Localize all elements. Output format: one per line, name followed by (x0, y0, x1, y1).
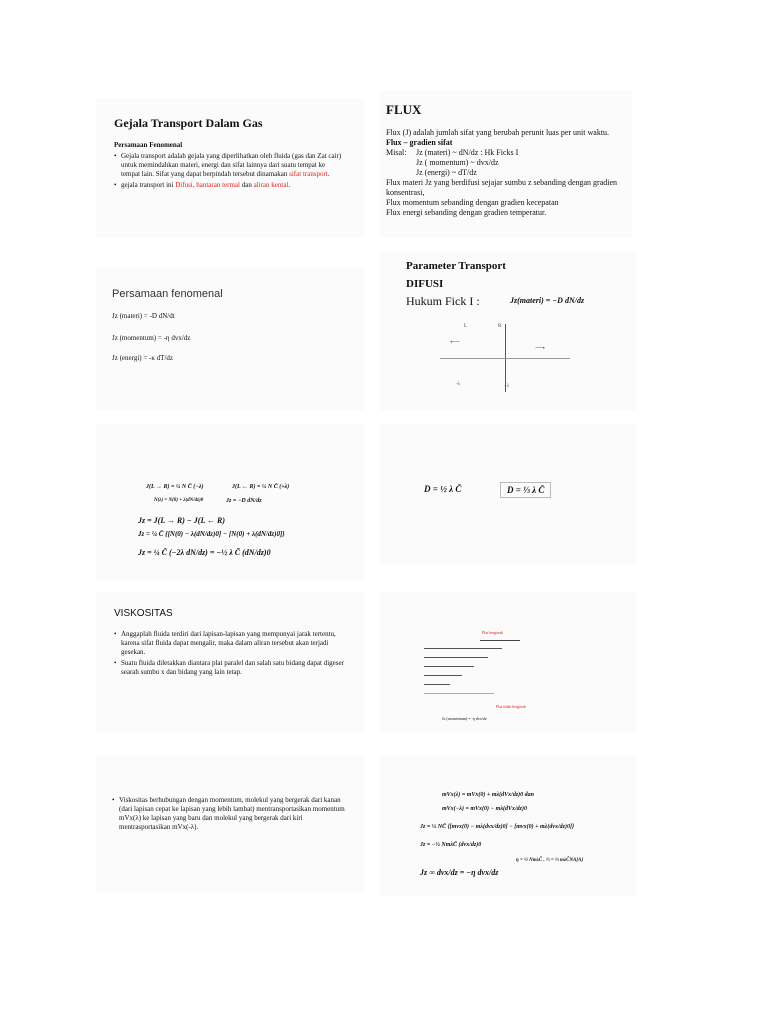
fick-formula: Jz(materi) = −D dN/dz (510, 296, 585, 305)
bullet-list (114, 152, 344, 192)
list-item: • Suatu fluida diletakkan diantara plat paralel dan salah satu bidang dapat digeser searah sumbu x dan bidang yang lain tetap. (114, 659, 350, 677)
slide-plate-diagram (380, 592, 636, 732)
equation: Jz = −D dN/dz (226, 498, 262, 504)
boxed-equation: D = ⅓ λ C̄ (500, 482, 551, 498)
list-item: • Viskositas berhubungan dengan momentum, molekul yang bergerak dari kanan (dari lapisan cepat ke lapisan yang lebih lambat) mentransportasikan momentum mVx(λ) ke lapisan yang baru dan molekul yang bergerak dari kiri mentrasportasikan mVx(-λ). (112, 796, 350, 832)
law-label: Hukum Fick I : (406, 294, 480, 308)
equation: J(L ← R) = ¼ N C̄ (+λ) (232, 484, 290, 490)
slide-title: FLUX (386, 102, 422, 117)
equation: Jz (momentum) = -η dvx/dz (112, 334, 191, 342)
axis-label: +λ (504, 384, 510, 389)
slide-flux (380, 90, 632, 238)
slide-flux-derivation (96, 424, 364, 580)
highlight-text: sifat transport (289, 170, 328, 178)
axis-label: R (498, 324, 502, 329)
highlight-text: aliran kental (253, 181, 289, 189)
equation: Jz = −½ NmλC̄ (dvx/dz)0 (420, 842, 482, 848)
left-arrow-icon: ⟵ (450, 338, 461, 346)
velocity-arrows (424, 648, 504, 698)
equation: Jz = J(L → R) − J(L ← R) (138, 516, 226, 525)
equation: J(L → R) = ¼ N C̄ (−λ) (146, 484, 204, 490)
slide-viskositas-momentum (96, 756, 364, 892)
equation: Jz ∞ dvx/dz = −η dvx/dz (420, 868, 499, 877)
equation: mVx(−λ) = mVx(0) − mλ(dVx/dz)0 (442, 806, 528, 812)
flux-text: Flux (J) adalah jumlah sifat yang berubah perunit luas per unit waktu. Flux – gradien sifat Misal: Jz (materi) ~ dN/dz : Hk Ficks I Jz ( momentum) ~ dvx/dz Jz (energi) ~ dT/dz Flux materi Jz yang berdifusi sejajar sumbu z sebanding dengan gradien konsentrasi, Flux momentum sebanding dengan gradien kecepatan Flux energi sebanding dengan gradien temperatur. (386, 128, 618, 217)
axis-label: -λ (456, 382, 461, 387)
slide-subtitle: DIFUSI (406, 278, 444, 290)
equation: Jz = ¼ C̄ (−2λ dN/dz) = −½ λ C̄ (dN/dz)0 (138, 548, 271, 557)
slide-title: VISKOSITAS (114, 608, 173, 619)
equation: N(λ) = N(0) + λ(dN/dz)0 (154, 498, 204, 503)
diffusion-diagram (440, 324, 570, 394)
slide-viskositas (96, 592, 364, 732)
slide-title: Persamaan fenomenal (112, 288, 223, 300)
moving-plate (480, 640, 520, 641)
list-item: • gejala transport ini Difusi, hantaran termal dan aliran kental. (114, 181, 344, 190)
equation: η = ½ NmλC̄ . ⅔ = ⅓ mλC̄NA[A] (516, 858, 584, 863)
right-arrow-icon: ⟶ (535, 344, 546, 352)
equation: mVx(λ) = mVx(0) + mλ(dVx/dz)0 dan (442, 792, 534, 798)
slide-diffusion-coefficient (380, 424, 636, 564)
list-item: • Anggaplah fluida terdiri dari lapisan-lapisan yang mempunyai jarak tertentu, karena sifat fluida dapat mengalir, maka dalam aliran tersebut akan terjadi gesekan. (114, 630, 350, 657)
top-plate-label: Plat bergerak (482, 630, 504, 635)
list-item: • Gejala transport adalah gejala yang diperlihatkan oleh fluida (gas dan Zat cair) untuk memindahkan materi, energi dan sifat lainnya dari suatu tempat ke tempat lain. Sifat yang dapat berpindah tersebut dinamakan sifat transport. (114, 152, 344, 179)
bottom-plate-label: Plat tidak bergerak (496, 704, 527, 709)
slide-persamaan-fenomenal (96, 268, 364, 410)
axis-label: L (464, 324, 468, 329)
bullet-list (114, 630, 350, 679)
slide-viskositas-derivation (380, 756, 636, 896)
equation: Jz = ¼ C̄ {[N(0) − λ(dN/dz)0] − [N(0) + λ(dN/dz)0]} (138, 530, 285, 538)
slide-title: Parameter Transport (406, 260, 506, 272)
bullet-list (112, 796, 350, 834)
slide-gejala-transport (96, 98, 364, 238)
slide-subtitle: Persamaan Fenomenal (114, 141, 183, 149)
slide-parameter-transport (380, 252, 636, 410)
equation: D = ½ λ C̄ (424, 484, 462, 494)
highlight-text: Difusi, hantaran termal (175, 181, 240, 189)
equation: Jz (energi) = -κ dT/dz (112, 354, 173, 362)
plate-caption: Jz (momentum) = -η dvx/dz (442, 716, 487, 721)
equation: Jz (materi) = -D dN/dt (112, 312, 175, 320)
equation: Jz = ¼ NC̄ {[mvx(0) − mλ(dvx/dz)0] − [mvx(0) + mλ(dvx/dz)0]} (420, 824, 575, 830)
slide-title: Gejala Transport Dalam Gas (114, 116, 263, 130)
